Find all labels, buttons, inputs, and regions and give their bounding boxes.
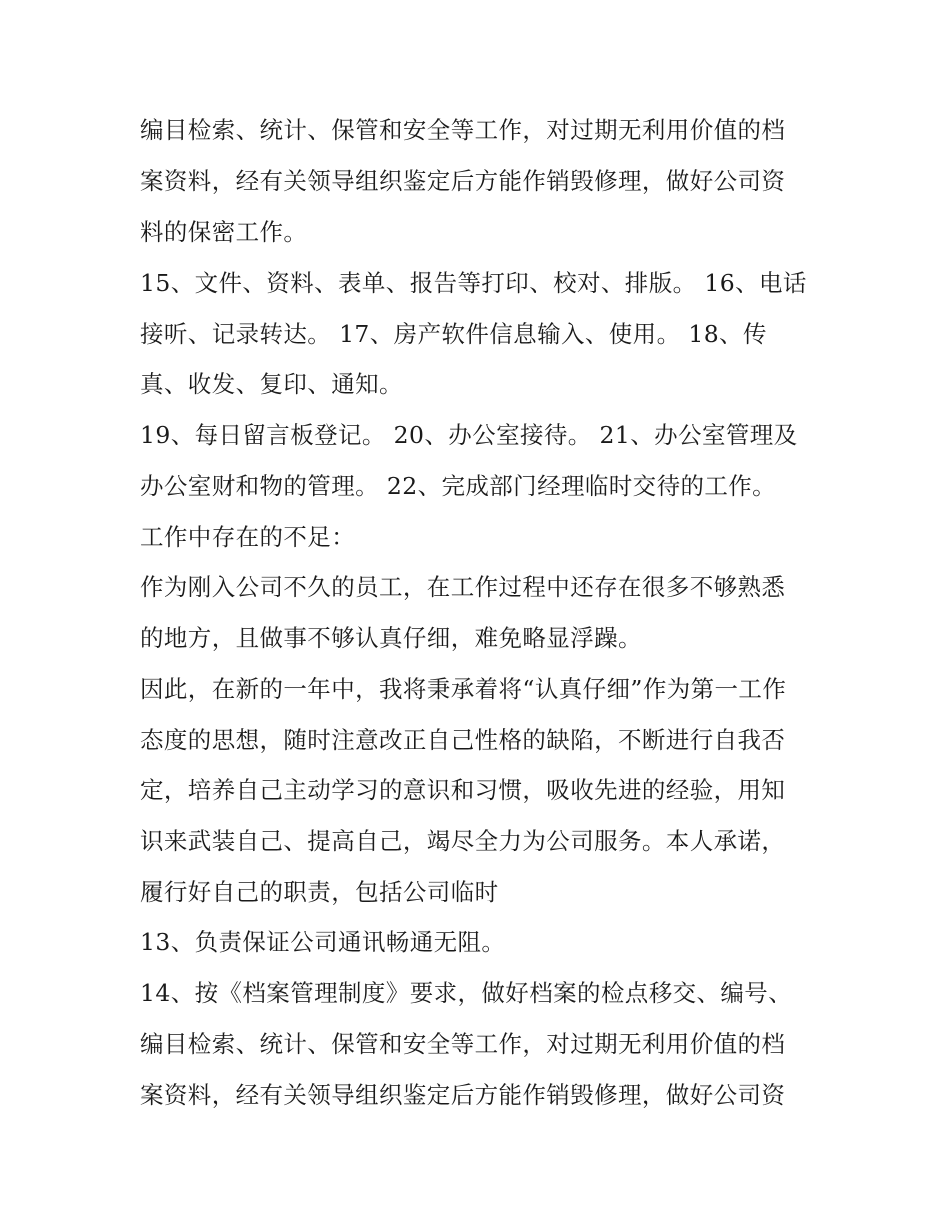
text-line: 13、负责保证公司通讯畅通无阻。 [140,928,506,956]
text-line: 因此，在新的一年中，我将秉承着将“认真仔细”作为第一工作 [140,675,787,703]
text-line: 履行好自己的职责，包括公司临时 [140,878,499,906]
section-heading: 工作中存在的不足： [140,523,356,551]
text-line: 案资料，经有关领导组织鉴定后方能作销毁修理，做好公司资 [140,167,786,195]
text-line: 态度的思想，随时注意改正自己性格的缺陷，不断进行自我否 [140,726,786,754]
text-line: 19、每日留言板登记。 20、办公室接待。 21、办公室管理及 [140,421,798,449]
text-line: 编目检索、统计、保管和安全等工作，对过期无利用价值的档 [140,1030,786,1058]
text-line: 14、按《档案管理制度》要求，做好档案的检点移交、编号、 [140,979,793,1007]
text-line: 的地方，且做事不够认真仔细，难免略显浮躁。 [140,624,642,652]
text-line: 15、文件、资料、表单、报告等打印、校对、排版。 16、电话 [140,269,807,297]
text-line: 真、收发、复印、通知。 [140,370,403,398]
text-line: 办公室财和物的管理。 22、完成部门经理临时交待的工作。 [140,472,777,500]
text-line: 定，培养自己主动学习的意识和习惯，吸收先进的经验，用知 [140,776,786,804]
text-line: 案资料，经有关领导组织鉴定后方能作销毁修理，做好公司资 [140,1081,786,1109]
text-line: 编目检索、统计、保管和安全等工作，对过期无利用价值的档 [140,116,786,144]
text-line: 识来武装自己、提高自己，竭尽全力为公司服务。本人承诺， [140,827,786,855]
text-line: 接听、记录转达。 17、房产软件信息输入、使用。 18、传 [140,320,767,348]
text-line: 作为刚入公司不久的员工，在工作过程中还存在很多不够熟悉 [140,573,786,601]
text-line: 料的保密工作。 [140,218,308,246]
